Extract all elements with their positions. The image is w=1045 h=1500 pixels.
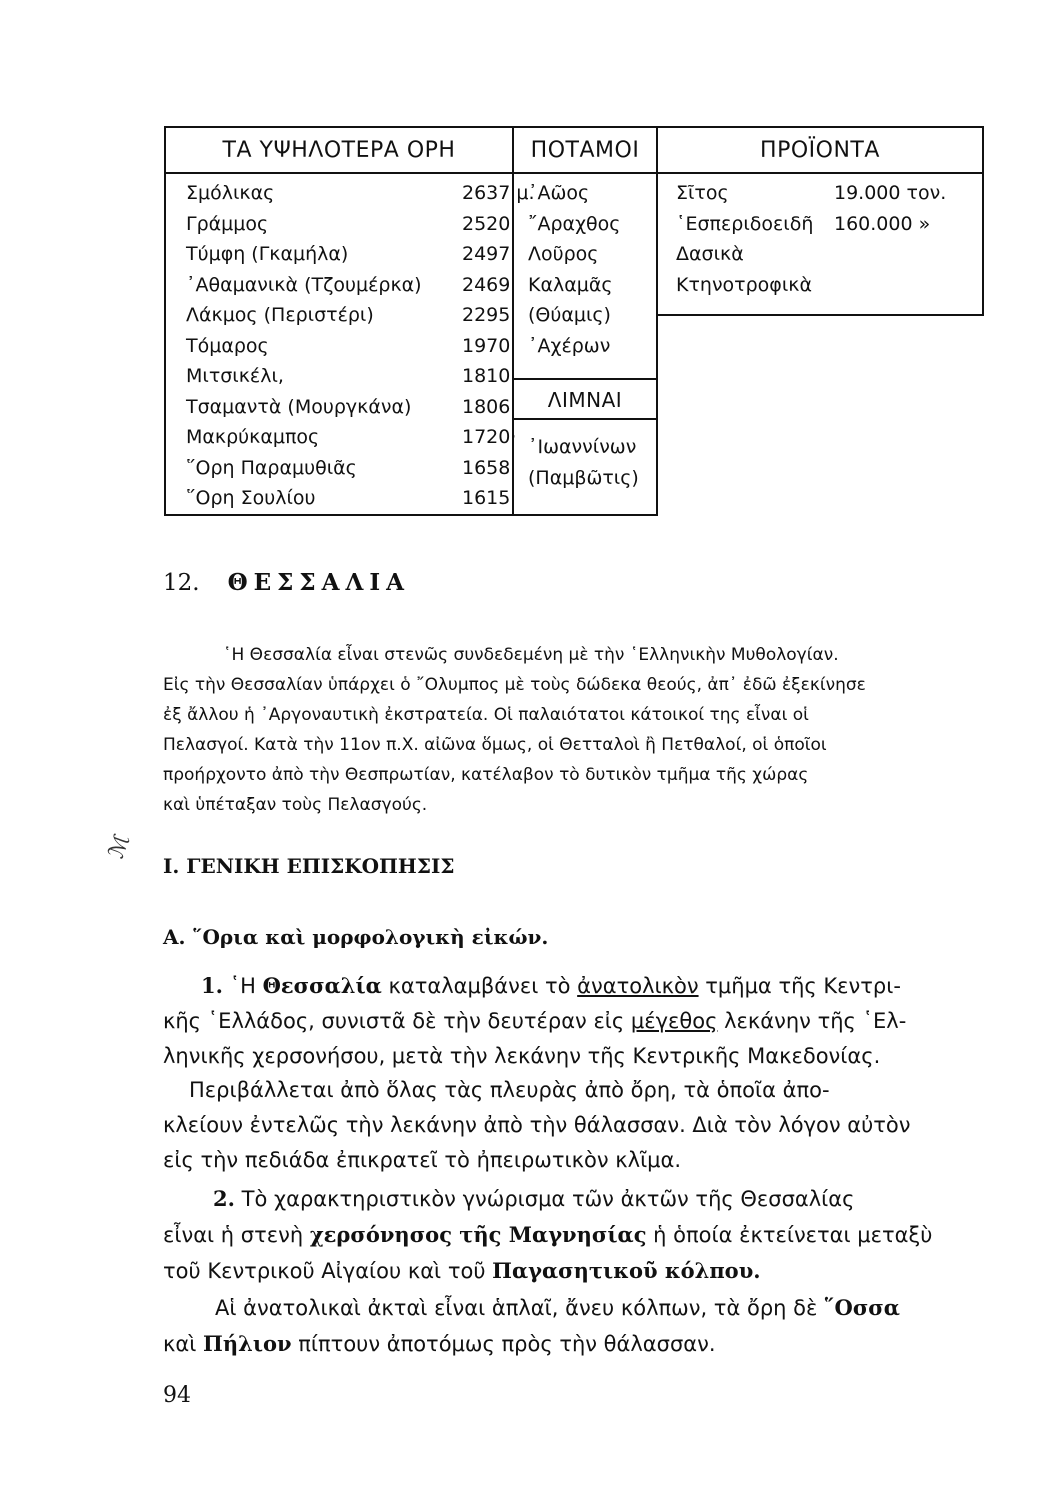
page-number: 94 [163, 1383, 191, 1408]
mountain-height: 2637 μ. [462, 182, 535, 204]
paragraph-2-line-3: εἰς τὴν πεδιάδα ἐπικρατεῖ τὸ ἠπειρωτικὸν κλῖμα. [163, 1148, 682, 1172]
mountain-name: ῞Ορη Σουλίου [186, 487, 316, 509]
mountain-row [186, 361, 511, 392]
paragraph-1-line-1 [163, 968, 983, 1004]
underlined-term: μέγεθος [630, 1009, 718, 1033]
text-span: καταλαμβάνει τὸ [388, 974, 571, 998]
paragraph-3-line-3 [163, 1253, 983, 1289]
products-header-box [656, 126, 984, 174]
section-number: 12. [163, 570, 200, 596]
bold-term: ῞Οσσα [824, 1295, 900, 1320]
product-row [676, 239, 976, 270]
product-name: Δασικὰ [676, 243, 744, 265]
paragraph-1-line-2 [163, 1004, 983, 1039]
mountain-name: Μιτσικέλι, [186, 365, 284, 387]
mountain-row [186, 483, 511, 514]
lake-list [528, 432, 639, 493]
products-header: ΠΡΟΪΟΝΤΑ [760, 138, 880, 163]
product-row [676, 178, 976, 209]
paragraph-3-line-2 [163, 1217, 983, 1253]
section-heading [163, 569, 410, 596]
text-span: τοῦ Κεντρικοῦ Αἰγαίου καὶ τοῦ [163, 1259, 486, 1283]
paragraph-2-line-2: κλείουν ἐντελῶς τὴν λεκάνην ἀπὸ τὴν θάλασσαν. Διὰ τὸν λόγον αὐτὸν [163, 1113, 911, 1137]
intro-line: προήρχοντο ἀπὸ τὴν Θεσπρωτίαν, κατέλαβον τὸ δυτικὸν τμῆμα τῆς χώρας [163, 765, 809, 785]
text-span: καὶ [163, 1332, 197, 1356]
mountain-row [186, 239, 511, 270]
intro-line: Πελασγοί. Κατὰ τὴν 11ον π.Χ. αἰῶνα ὅμως, οἱ Θετταλοὶ ἢ Πετθαλοί, οἱ ὁποῖοι [163, 735, 827, 755]
river-item: ᾿Αχέρων [528, 334, 611, 357]
paragraph-3 [163, 1181, 983, 1289]
paragraph-1 [163, 968, 983, 1074]
product-name: Κτηνοτροφικὰ [676, 273, 812, 296]
text-span: Αἱ ἀνατολικαὶ ἀκταὶ εἶναι ἁπλαῖ, ἄνευ κόλπων, τὰ ὄρη δὲ [215, 1296, 818, 1320]
mountain-height: 2497 [462, 243, 511, 265]
mountain-row [186, 422, 517, 453]
mountain-height: 1615 [462, 487, 511, 509]
intro-line: ἐξ ἄλλου ἡ ᾿Αργοναυτικὴ ἐκστρατεία. Οἱ παλαιότατοι κάτοικοί της εἶναι οἱ [163, 705, 809, 725]
mountain-height: 1810 [462, 365, 511, 387]
mountain-row [186, 300, 511, 331]
product-row [676, 209, 976, 240]
section-title: ΘΕΣΣΑΛΙΑ [227, 569, 410, 596]
paragraph-2 [163, 1073, 983, 1178]
product-row [676, 270, 976, 301]
mountain-row [186, 392, 511, 423]
bold-term: Πήλιον [203, 1331, 292, 1356]
bold-term: Παγασητικοῦ κόλπου. [492, 1258, 761, 1283]
paragraph-1-line-3: ληνικῆς χερσονήσου, μετὰ τὴν λεκάνην τῆς Κεντρικῆς Μακεδονίας. [163, 1044, 881, 1068]
intro-line: Εἰς τὴν Θεσσαλίαν ὑπάρχει ὁ ῎Ολυμπος μὲ τοὺς δώδεκα θεούς, ἀπ᾿ ἐδῶ ἐξεκίνησε [163, 675, 866, 695]
mountain-row [186, 331, 511, 362]
mountain-height: 2469 [462, 273, 511, 296]
product-list [676, 178, 976, 300]
mountain-height: 1806 [462, 395, 511, 418]
mountains-body-box [164, 172, 535, 516]
mountain-row [186, 270, 511, 301]
heading-borders-morphology: Α. ῞Ορια καὶ μορφολογικὴ εἰκών. [163, 925, 549, 949]
paragraph-number: 1. [201, 973, 223, 998]
mountain-name: Τσαμαντὰ (Μουργκάνα) [186, 395, 412, 418]
mountain-name: Μακρύκαμπος [186, 426, 320, 448]
mountain-name: Τύμφη (Γκαμήλα) [186, 243, 349, 265]
products-body-box [656, 172, 984, 316]
mountain-height: 2520 [462, 212, 511, 235]
product-name: Σῖτος [676, 182, 729, 204]
river-item: ῎Αραχθος [528, 212, 621, 235]
rivers-header: ΠΟΤΑΜΟΙ [530, 138, 640, 163]
lakes-header: ΛΙΜΝΑΙ [547, 388, 623, 412]
mountains-header: ΤΑ ΥΨΗΛΟΤΕΡΑ ΟΡΗ [222, 138, 456, 163]
river-item: Λοῦρος [528, 243, 599, 265]
mountain-height: 1720· [462, 426, 517, 448]
bold-term: Θεσσαλία [262, 973, 382, 998]
rivers-body-box [512, 172, 658, 380]
mountain-height: 1970 [462, 334, 511, 357]
text-span: λεκάνην τῆς ῾Ελ- [724, 1009, 907, 1033]
paragraph-4-line-1 [163, 1290, 983, 1326]
lake-item: (Παμβῶτις) [528, 466, 639, 489]
text-span: εἶναι ἡ στενὴ [163, 1223, 304, 1247]
lakes-body-box [512, 418, 658, 516]
bold-term: χερσόνησος τῆς Μαγνησίας [309, 1222, 647, 1247]
intro-paragraph [163, 640, 983, 820]
text-span: Τὸ χαρακτηριστικὸν γνώρισμα τῶν ἀκτῶν τῆς Θεσσαλίας [241, 1187, 855, 1211]
river-item: ᾿Αῶος [528, 182, 590, 204]
paragraph-3-line-1 [163, 1181, 983, 1217]
text-span: ἡ ὁποία ἐκτείνεται μεταξὺ [653, 1223, 933, 1247]
mountain-name: ᾿Αθαμανικὰ (Τζουμέρκα) [186, 273, 422, 296]
mountain-name: Σμόλικας [186, 182, 275, 204]
paragraph-2-line-1: Περιβάλλεται ἀπὸ ὅλας τὰς πλευρὰς ἀπὸ ὄρη, τὰ ὁποῖα ἀπο- [189, 1078, 830, 1102]
river-list [528, 178, 620, 361]
underlined-term: ἀνατολικὸν [577, 974, 699, 998]
mountain-height: 2295 [462, 304, 511, 326]
paragraph-number: 2. [213, 1186, 235, 1211]
product-quantity: 160.000 » [834, 212, 931, 235]
mountains-header-box [164, 126, 514, 174]
paragraph-4-line-2 [163, 1326, 983, 1362]
river-item: Καλαμᾶς [528, 273, 613, 296]
product-quantity: 19.000 τον. [834, 182, 947, 204]
text-span: ῾Η [229, 974, 256, 998]
handwritten-margin-note: ℳ [103, 831, 136, 862]
paragraph-4 [163, 1290, 983, 1362]
lake-item: ᾿Ιωαννίνων [528, 436, 637, 458]
mountain-height: 1658 [462, 456, 511, 479]
mountain-name: Γράμμος [186, 212, 269, 235]
mountain-name: Λάκμος (Περιστέρι) [186, 304, 374, 326]
text-span: πίπτουν ἀποτόμως πρὸς τὴν θάλασσαν. [298, 1332, 716, 1356]
product-name: ῾Εσπεριδοειδῆ [676, 212, 814, 235]
lakes-header-box [512, 378, 658, 420]
text-span: κῆς ῾Ελλάδος, συνιστᾶ δὲ τὴν δευτέραν εἰς [163, 1009, 625, 1033]
mountain-name: Τόμαρος [186, 334, 269, 357]
intro-line: ῾Η Θεσσαλία εἶναι στενῶς συνδεδεμένη μὲ τὴν ῾Ελληνικὴν Μυθολογίαν. [223, 645, 839, 665]
river-item: (Θύαμις) [528, 304, 611, 326]
rivers-header-box [512, 126, 658, 174]
mountain-row [186, 209, 511, 240]
text-span: τμῆμα τῆς Κεντρι- [705, 974, 901, 998]
heading-general-overview: I. ΓΕΝΙΚΗ ΕΠΙΣΚΟΠΗΣΙΣ [163, 854, 455, 878]
mountain-list [186, 178, 535, 514]
mountain-row [186, 178, 535, 209]
intro-line: καὶ ὑπέταξαν τοὺς Πελασγούς. [163, 795, 428, 815]
mountain-row [186, 453, 511, 484]
mountain-name: ῞Ορη Παραμυθιᾶς [186, 456, 357, 479]
